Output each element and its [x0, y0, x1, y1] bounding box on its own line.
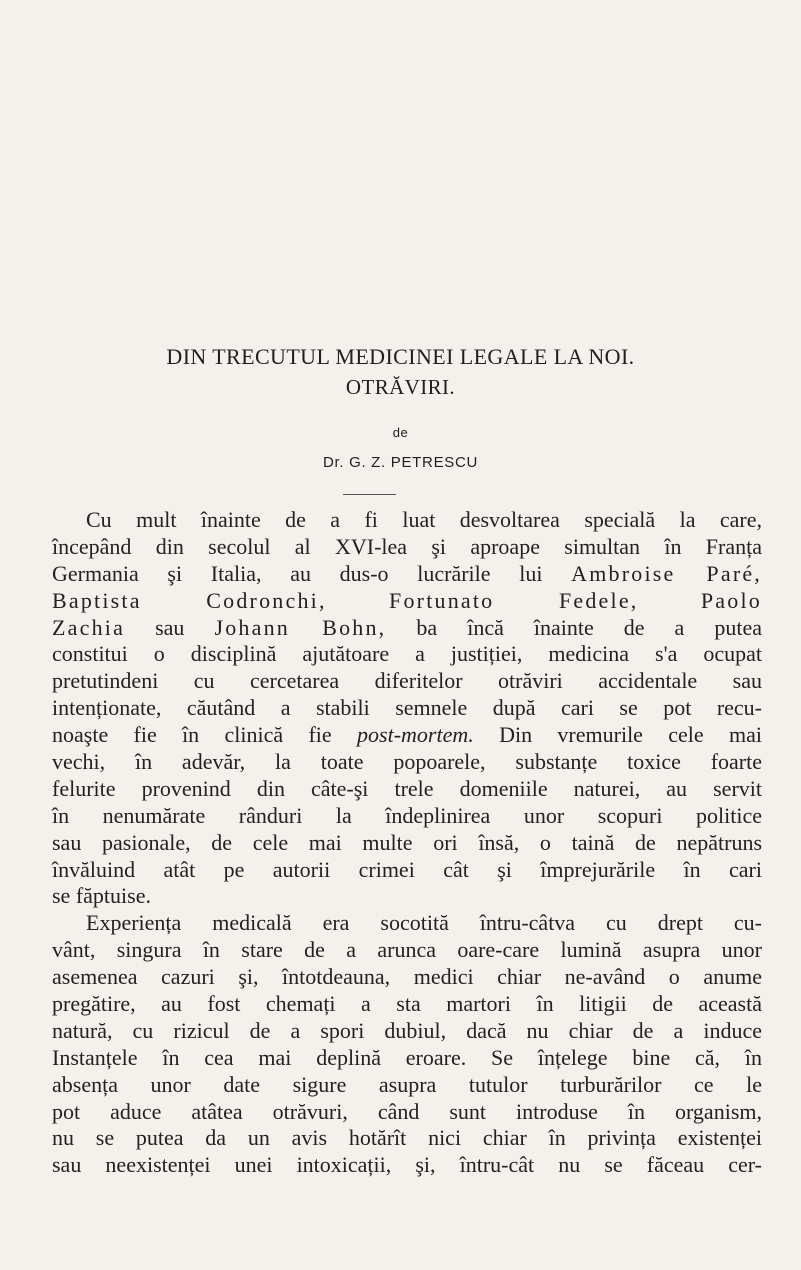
text-line: pretutindeni cu cercetarea diferitelor otrăviri accidentale sau — [52, 668, 762, 694]
text-line: Cu mult înainte de a fi luat desvoltarea specială la care, — [86, 507, 762, 532]
text-line: vânt, singura în stare de a arunca oare-care lumină asupra unor — [52, 937, 762, 963]
text-line: constitui o disciplină ajutătoare a justiției, medicina s'a ocupat — [52, 641, 762, 667]
article-subtitle: OTRĂVIRI. — [345, 375, 456, 399]
text-line: felurite provenind din câte-şi trele domeniile naturei, au servit — [52, 775, 762, 801]
text-line: Instanțele în cea mai deplină eroare. Se înțelege bine că, în — [52, 1044, 762, 1070]
text-line: sau neexistenței unei intoxicații, şi, întru-cât nu se făceau cer- — [52, 1152, 762, 1178]
text-line: pregătire, au fost chemați a sta martori în litigii de această — [52, 991, 762, 1017]
article-body — [52, 507, 762, 1179]
text-line: pot aduce atâtea otrăvuri, când sunt introduse în organism, — [52, 1098, 762, 1124]
text-line: asemenea cazuri şi, întotdeauna, medici chiar ne-având o anume — [52, 964, 762, 990]
text-line: intenționate, căutând a stabili semnele după cari se pot recu- — [52, 695, 762, 721]
byline-preposition: de — [392, 425, 409, 440]
text-fragment: noaşte fie în clinică fie — [52, 722, 332, 748]
text-line — [52, 561, 762, 588]
title-divider — [343, 494, 396, 495]
text-line: în nenumărate rânduri la îndeplinirea unor scopuri politice — [52, 802, 762, 828]
text-line: sau pasionale, de cele mai multe ori însă, o taină de nepătruns — [52, 829, 762, 855]
person-name: Baptista Codronchi, — [52, 587, 327, 613]
person-name: Paolo — [700, 587, 762, 613]
text-line: Experiența medicală era socotită întru-câtva cu drept cu- — [86, 910, 762, 936]
person-name: Fortunato Fedele, — [389, 587, 639, 613]
italic-term: post-mortem. — [357, 722, 474, 748]
text-line: învăluind atât pe autorii crimei cât şi împrejurările în cari — [52, 856, 762, 882]
person-name: Ambroise Paré, — [571, 560, 763, 586]
text-line: absența unor date sigure asupra tutulor turburărilor ce le — [52, 1071, 762, 1097]
text-fragment: ba încă înainte de a putea — [416, 614, 762, 640]
text-fragment: Germania şi Italia, au dus-o lucrările lui — [52, 560, 543, 586]
text-line: se făptuise. — [52, 883, 151, 909]
text-line: natură, cu rizicul de a spori dubiul, dacă nu chiar de a induce — [52, 1017, 762, 1043]
text-line — [52, 615, 762, 642]
article-title: DIN TRECUTUL MEDICINEI LEGALE LA NOI. — [166, 344, 635, 369]
text-fragment: Din vremurile cele mai — [499, 722, 763, 748]
text-line — [52, 722, 762, 749]
author-name: Dr. G. Z. PETRESCU — [322, 454, 479, 471]
person-name: Zachia — [52, 614, 126, 640]
text-fragment: sau — [155, 614, 185, 640]
text-line: nu se putea da un avis hotărît nici chiar în privința existenței — [52, 1125, 762, 1151]
text-line: vechi, în adevăr, la toate popoarele, substanțe toxice foarte — [52, 749, 762, 775]
text-line — [52, 588, 762, 615]
person-name: Johann Bohn, — [214, 614, 387, 640]
text-line: începând din secolul al XVI-lea şi aproape simultan în Franța — [52, 533, 762, 559]
